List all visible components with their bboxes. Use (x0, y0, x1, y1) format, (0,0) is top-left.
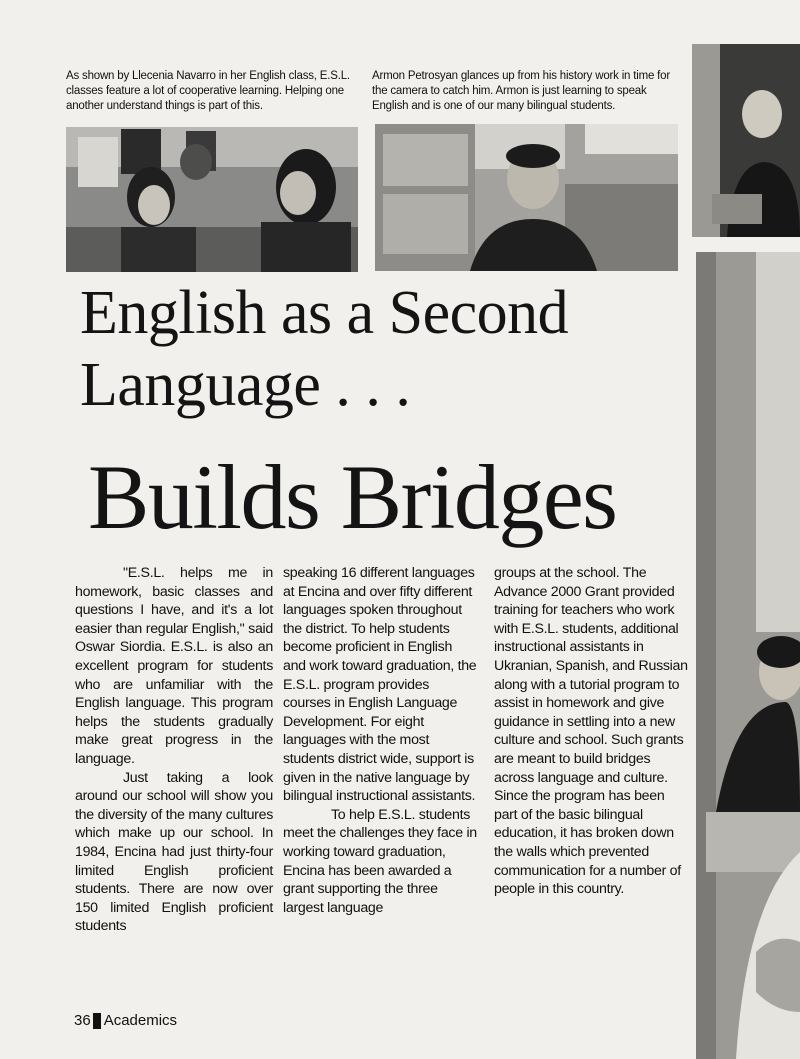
headline-line-2: Language . . . (80, 351, 411, 419)
photo-caption-right: Armon Petrosyan glances up from his history work in time for the camera to catch him. Armon is just learning to speak English and is one of our many bilingual students. (372, 70, 670, 112)
paragraph: "E.S.L. helps me in homework, basic classes and questions I have, and it's a lot easier than regular English," said Oswar Siordia. E.S.L. is also an excellent program for students who are unfamiliar with the English language. This program helps the students gradually make great progress in the language. (75, 565, 273, 767)
photo-classroom-side (696, 252, 800, 1059)
paragraph: To help E.S.L. students meet the challenges they face in working toward graduation, Encina has been awarded a grant supporting the three largest language (283, 806, 477, 916)
section-name: Academics (103, 1012, 178, 1029)
photo-student-armon (375, 124, 678, 271)
photo-student-writing (692, 44, 800, 237)
paragraph: groups at the school. The Advance 2000 Grant provided training for teachers who work with E.S.L. students, additional instructional assistants in Ukranian, Spanish, and Russian along with a tutorial program to assist in homework and give guidance in settling into a new culture and school. Such grants are meant to build bridges across language and culture. (494, 565, 688, 786)
paragraph: Since the program has been part of the basic bilingual education, it has broken down the walls which prevented communication for a number of people in this country. (494, 788, 681, 898)
page-footer (74, 1012, 177, 1030)
page-number: 36 (74, 1012, 91, 1029)
headline-line-1: English as a Second (80, 279, 569, 347)
paragraph: speaking 16 different languages at Encina and over fifty different languages spoken throughout the district. To help students become proficient in English and work toward graduation, the E.S.L. program provides courses in English Language Development. For eight languages with the most students district wide, support is given in the native language by bilingual instructional assistants. (283, 565, 477, 805)
article-column-1 (75, 564, 273, 936)
paragraph: Just taking a look around our school will show you the diversity of the many cultures which make up our school. In 1984, Encina had just thirty-four limited English proficient students. There are now over 150 limited English proficient students (75, 769, 273, 935)
article-column-2 (283, 564, 477, 917)
footer-bar-icon (93, 1013, 101, 1029)
headline-line-3: Builds Bridges (88, 446, 617, 548)
article-column-3 (494, 564, 688, 899)
photo-classroom-girls (66, 127, 358, 272)
photo-caption-left: As shown by Llecenia Navarro in her English class, E.S.L. classes feature a lot of cooperative learning. Helping one another understand things is part of this. (66, 70, 350, 112)
